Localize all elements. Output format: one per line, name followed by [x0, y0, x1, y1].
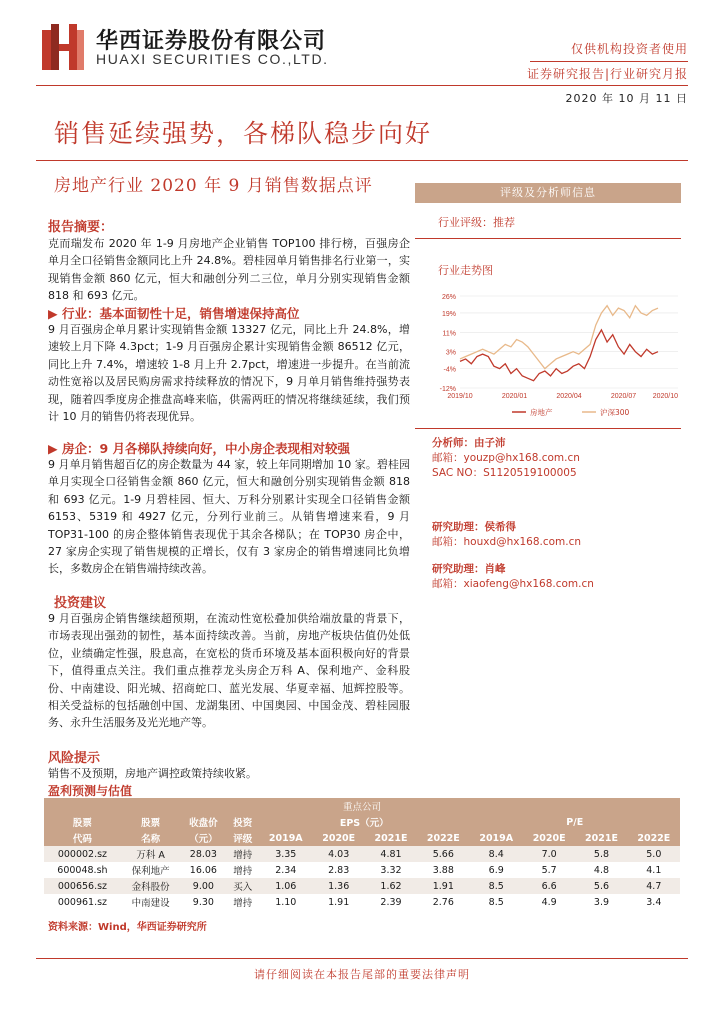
- table-cell: 4.7: [628, 878, 680, 894]
- header-divider: [530, 61, 688, 62]
- header-divider-2: [36, 85, 688, 86]
- audience-notice: 仅供机构投资者使用: [570, 42, 688, 56]
- table-cell: 买入: [226, 878, 259, 894]
- head2-cell: 2020E: [523, 830, 575, 846]
- head-cell: 投资: [226, 814, 259, 830]
- rating-divider: [415, 238, 681, 239]
- summary-intro-text: 克而瑞发布 2020 年 1-9 月房地产企业销售 TOP100 排行榜，百强房企单月全口径销售金额同比上升 24.8%。碧桂园单月销售排名行业第一，实现销售金额 860 亿元，恒大和融创分列二三位，单月分别实现销售金额 818 和 693 亿元。: [48, 237, 410, 303]
- risk-paragraph: [48, 765, 410, 781]
- table-cell: 保利地产: [121, 862, 181, 878]
- table-header-row-1: [44, 814, 680, 830]
- table-cell: 万科 A: [121, 846, 181, 862]
- company-paragraph: [48, 456, 410, 586]
- table-cell: 000656.sz: [44, 878, 121, 894]
- assistant1-name: 研究助理：侯希得: [432, 521, 516, 533]
- y-tick-label: 26%: [441, 294, 456, 301]
- table-cell: 3.35: [259, 846, 313, 862]
- head-cell: 收盘价: [180, 814, 226, 830]
- industry-text: 9 月百强房企单月累计实现销售金额 13327 亿元，同比上升 24.8%，增速较上月下降 4.3pct；1-9 月百强房企累计实现销售金额 86512 亿元，同比上升 7.4%，增速较 1-8 月上升 2.7pct，增速进一步提升。在当前流动性宽裕以及居民购房需求持续释放的情况下，9 月单月销售维持强势表现，随着四季度房企推盘高峰来临，供需两旺的情况将继续延续，我们预计 10 月的销售仍将表现优异。: [48, 323, 410, 424]
- table-row: [44, 878, 680, 894]
- invest-heading: 投资建议: [54, 596, 107, 611]
- industry-rating: 行业评级：推荐: [438, 216, 515, 229]
- table-cell: 2.39: [365, 894, 417, 910]
- head2-cell: 2022E: [417, 830, 469, 846]
- x-tick-label: 2020/04: [556, 393, 582, 400]
- table-cell: 6.9: [469, 862, 523, 878]
- table-cell: 8.5: [469, 894, 523, 910]
- table-cell: 8.4: [469, 846, 523, 862]
- table-cell: 5.8: [575, 846, 627, 862]
- analyst-block: [432, 436, 580, 481]
- assistant1-email[interactable]: 邮箱：houxd@hx168.com.cn: [432, 536, 582, 548]
- trend-chart: [420, 284, 682, 424]
- head-cell: 股票: [121, 814, 181, 830]
- head2-cell: （元）: [180, 830, 226, 846]
- head2-cell: 名称: [121, 830, 181, 846]
- table-cell: 4.8: [575, 862, 627, 878]
- head-cell-eps: EPS（元）: [259, 814, 469, 830]
- table-cell: 3.4: [628, 894, 680, 910]
- chart-divider: [415, 428, 681, 429]
- head2-cell: 2020E: [313, 830, 365, 846]
- table-cell: 1.91: [417, 878, 469, 894]
- table-cell: 5.66: [417, 846, 469, 862]
- y-tick-label: 11%: [442, 330, 456, 338]
- y-tick-label: -12%: [439, 386, 456, 393]
- risk-heading: 风险提示: [48, 751, 101, 766]
- table-cell: 1.10: [259, 894, 313, 910]
- legend-label: 房地产: [530, 408, 553, 417]
- assistant1-block: [432, 520, 581, 550]
- data-source: 资料来源：Wind，华西证券研究所: [48, 922, 207, 933]
- company-text: 9 月单月销售超百亿的房企数量为 44 家，较上年同期增加 10 家。碧桂园单月实现全口径销售金额 860 亿元，恒大和融创分别实现销售金额 818 和 693 亿元。1-9 月碧桂园、恒大、万科分别累计实现全口径销售金额 6153、5319 和 4927 亿元，分列行业前三。从销售增速来看，9 月 TOP31-100 的房企整体销售表现优于其余各梯队；在 TOP30 房企中，27 家房企实现了销售规模的正增长，仅有 3 家房企的销售增速同比负增长，多数房企在销售端持续改善。: [48, 458, 410, 576]
- invest-paragraph: [48, 610, 410, 742]
- table-cell: 3.32: [365, 862, 417, 878]
- table-cell: 2.83: [313, 862, 365, 878]
- profit-table-title: 盈利预测与估值: [48, 784, 133, 798]
- table-cell: 1.06: [259, 878, 313, 894]
- analyst-email[interactable]: 邮箱：youzp@hx168.com.cn: [432, 452, 580, 464]
- y-tick-label: 3%: [445, 349, 456, 357]
- table-group-row: [44, 798, 680, 814]
- table-cell: 5.6: [575, 878, 627, 894]
- table-cell: 3.88: [417, 862, 469, 878]
- x-tick-label: 2020/01: [501, 393, 528, 400]
- y-tick-label: 19%: [441, 310, 456, 318]
- sub-title: 房地产行业 2020 年 9 月销售数据点评: [54, 176, 373, 196]
- rating-info-header: 评级及分析师信息: [415, 183, 681, 203]
- table-cell: 增持: [226, 894, 259, 910]
- table-cell: 7.0: [523, 846, 575, 862]
- table-cell: 2.34: [259, 862, 313, 878]
- table-cell: 增持: [226, 862, 259, 878]
- table-cell: 增持: [226, 846, 259, 862]
- table-row: [44, 894, 680, 910]
- head-cell-pe: P/E: [469, 814, 680, 830]
- table-cell: 6.6: [523, 878, 575, 894]
- head2-cell: 2019A: [469, 830, 523, 846]
- title-divider: [36, 160, 688, 161]
- table-cell: 8.5: [469, 878, 523, 894]
- head2-cell: 2021E: [575, 830, 627, 846]
- table-cell: 5.0: [628, 846, 680, 862]
- summary-heading: 报告摘要：: [48, 220, 114, 235]
- x-tick-label: 2019/10: [447, 393, 473, 400]
- report-type: 证券研究报告|行业研究月报: [526, 67, 688, 81]
- x-tick-label: 2020/10: [652, 393, 678, 400]
- company-heading: ▶ 房企：9 月各梯队持续向好，中小房企表现相对较强: [48, 441, 351, 456]
- company-name-en: HUAXI SECURITIES CO.,LTD.: [96, 51, 329, 67]
- analyst-sac: SAC NO：S1120519100005: [432, 467, 577, 479]
- series-line: [460, 330, 658, 381]
- head2-cell: 2019A: [259, 830, 313, 846]
- huaxi-logo-icon: [42, 24, 84, 70]
- table-row: [44, 862, 680, 878]
- table-cell: 1.91: [313, 894, 365, 910]
- table-cell: 000002.sz: [44, 846, 121, 862]
- table-header-row-2: [44, 830, 680, 846]
- table-cell: 4.81: [365, 846, 417, 862]
- group-title-cell: 重点公司: [44, 798, 680, 814]
- table-cell: 5.7: [523, 862, 575, 878]
- table-cell: 金科股份: [121, 878, 181, 894]
- summary-intro: [48, 235, 410, 305]
- footer-divider: [36, 958, 688, 959]
- head2-cell: 代码: [44, 830, 121, 846]
- main-title: 销售延续强势，各梯队稳步向好: [54, 119, 433, 148]
- table-cell: 1.62: [365, 878, 417, 894]
- table-cell: 4.9: [523, 894, 575, 910]
- table-cell: 9.30: [180, 894, 226, 910]
- invest-text: 9 月百强房企销售继续超预期，在流动性宽松叠加供给端放量的背景下，市场表现出强劲的韧性，基本面持续改善。当前，房地产板块估值仍处低位，业绩确定性强，股息高，在宽松的货币环境及基本面积极向好的背景下，值得重点关注。我们重点推荐龙头房企万科 A、保利地产、金科股份、中南建设、阳光城、招商蛇口、蓝光发展、华夏幸福、旭辉控股等。相关受益标的包括融创中国、龙湖集团、中国奥园、中国金茂、碧桂园服务、永升生活服务及光光地产等。: [48, 612, 410, 730]
- table-cell: 2.76: [417, 894, 469, 910]
- trend-chart-label: 行业走势图: [438, 264, 493, 277]
- head2-cell: 2021E: [365, 830, 417, 846]
- table-cell: 16.06: [180, 862, 226, 878]
- table-row: [44, 846, 680, 862]
- table-cell: 中南建设: [121, 894, 181, 910]
- profit-forecast-table: [44, 798, 680, 910]
- head-cell: 股票: [44, 814, 121, 830]
- risk-text: 销售不及预期，房地产调控政策持续收紧。: [48, 767, 257, 780]
- analyst-name: 分析师：由子沛: [432, 437, 506, 449]
- x-tick-label: 2020/07: [610, 393, 637, 400]
- table-cell: 000961.sz: [44, 894, 121, 910]
- table-cell: 3.9: [575, 894, 627, 910]
- report-date: 2020 年 10 月 11 日: [565, 92, 688, 105]
- table-cell: 1.36: [313, 878, 365, 894]
- industry-paragraph: [48, 321, 410, 433]
- industry-heading: ▶ 行业：基本面韧性十足，销售增速保持高位: [48, 306, 300, 321]
- table-cell: 28.03: [180, 846, 226, 862]
- table-cell: 9.00: [180, 878, 226, 894]
- assistant2-block: [432, 562, 594, 592]
- legend-label: 沪深300: [600, 408, 630, 417]
- head2-cell: 2022E: [628, 830, 680, 846]
- assistant2-name: 研究助理：肖峰: [432, 563, 506, 575]
- table-cell: 4.03: [313, 846, 365, 862]
- head2-cell: 评级: [226, 830, 259, 846]
- table-cell: 4.1: [628, 862, 680, 878]
- table-cell: 600048.sh: [44, 862, 121, 878]
- assistant2-email[interactable]: 邮箱：xiaofeng@hx168.com.cn: [432, 578, 594, 590]
- company-name-cn: 华西证券股份有限公司: [96, 28, 327, 54]
- legal-disclaimer[interactable]: 请仔细阅读在本报告尾部的重要法律声明: [254, 968, 470, 981]
- y-tick-label: -4%: [443, 366, 456, 374]
